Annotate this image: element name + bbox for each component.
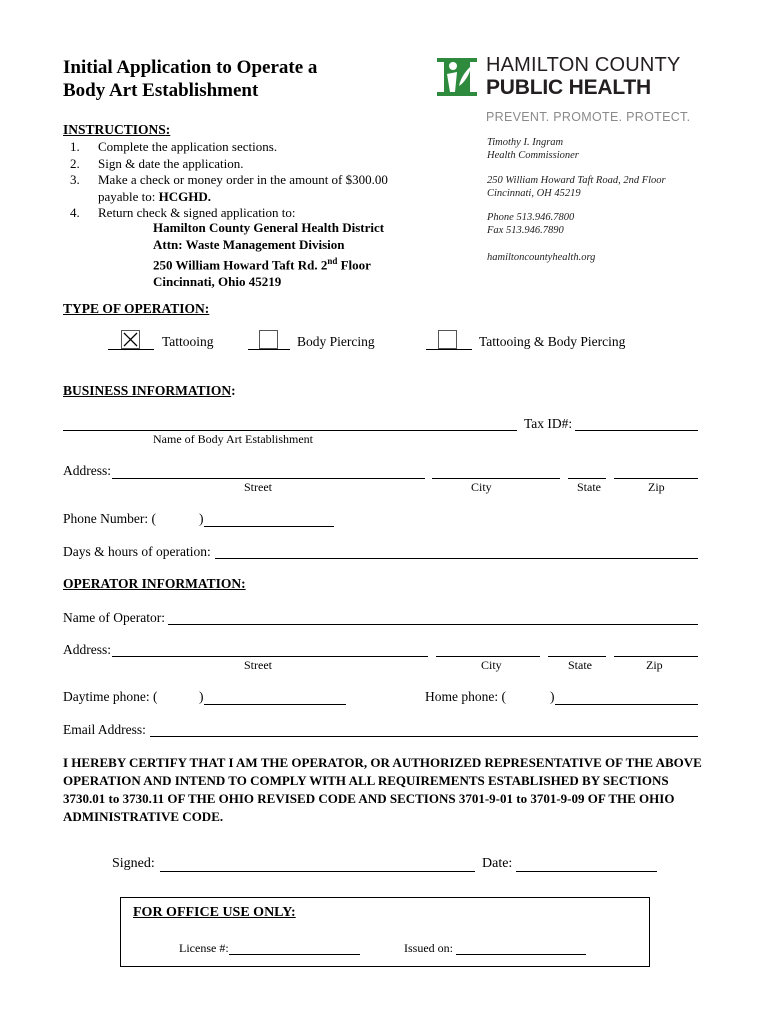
logo-text-line2: PUBLIC HEALTH — [486, 76, 652, 99]
tattooing-label: Tattooing — [162, 334, 214, 349]
tattooing-and-piercing-label: Tattooing & Body Piercing — [479, 334, 626, 349]
operator-info-heading — [63, 576, 246, 592]
step-text: Complete the application sections. — [98, 139, 278, 154]
hours-label: Days & hours of operation: — [63, 544, 211, 559]
home-phone-label: Home phone: ( — [425, 689, 506, 704]
zip-caption: Zip — [646, 658, 663, 672]
hours-field[interactable] — [215, 558, 698, 559]
step-text: Return check & signed application to: — [98, 205, 296, 220]
step-number: 4. — [70, 205, 80, 220]
zip-caption: Zip — [648, 480, 665, 494]
instructions-heading-text: INSTRUCTIONS — [63, 122, 166, 137]
type-of-operation-heading — [63, 301, 209, 317]
operator-address-label: Address: — [63, 642, 111, 657]
tattooing-checkbox[interactable] — [121, 330, 140, 349]
body-piercing-checkbox[interactable] — [259, 330, 278, 349]
issued-on-field[interactable] — [456, 954, 586, 955]
business-phone-close-paren: ) — [199, 511, 204, 526]
daytime-phone-field[interactable] — [204, 704, 346, 705]
contact-address — [487, 174, 666, 200]
type-of-operation-heading-text: TYPE OF OPERATION: — [63, 301, 210, 316]
contact-phone-fax — [487, 211, 574, 237]
return-address-line: Attn: Waste Management Division — [153, 236, 345, 252]
instruction-step — [70, 156, 388, 173]
issued-on-label: Issued on: — [404, 941, 453, 955]
contact-phone: Phone 513.946.7800 — [487, 212, 575, 223]
contact-name: Timothy I. Ingram — [487, 137, 564, 148]
instructions-heading: INSTRUCTIONS: — [63, 122, 171, 137]
floor-superscript: nd — [327, 256, 338, 266]
form-title-line-1: Initial Application to Operate a — [63, 57, 318, 78]
checkbox-underline — [108, 349, 154, 350]
state-caption: State — [568, 658, 592, 672]
payable-to: HCGHD. — [158, 188, 212, 204]
establishment-name-field[interactable] — [63, 430, 517, 431]
return-address-line — [153, 253, 384, 274]
return-address — [153, 220, 384, 290]
operator-city-field[interactable] — [436, 656, 540, 657]
operator-zip-field[interactable] — [614, 656, 698, 657]
business-zip-field[interactable] — [614, 478, 698, 479]
contact-address-line1: 250 William Howard Taft Road, 2nd Floor — [487, 175, 666, 186]
contact-website[interactable]: hamiltoncountyhealth.org — [487, 252, 596, 263]
step-number: 3. — [70, 172, 80, 187]
floor-suffix: Floor — [337, 257, 371, 273]
certification-statement: I HEREBY CERTIFY THAT I AM THE OPERATOR, OR AUTHORIZED REPRESENTATIVE OF THE ABOVE OPERATION AND INTEND TO COMPLY WITH ALL REQUIREMENTS ESTABLISHED BY SECTIONS 3730.01 to 3730.11 OF THE OHIO REVISED CODE AND SECTIONS 3701-9-01 to 3701-9-09 OF THE OHIO ADMINISTRATIVE CODE. — [63, 755, 702, 824]
body-piercing-label: Body Piercing — [297, 334, 375, 349]
operator-info-heading-text: OPERATOR INFORMATION: — [63, 576, 246, 591]
checkmark-x-icon — [122, 331, 139, 348]
checkbox-underline — [248, 349, 290, 350]
contact-role: Health Commissioner — [487, 150, 579, 161]
instruction-step — [70, 139, 388, 156]
daytime-phone-label: Daytime phone: ( — [63, 689, 158, 704]
operator-street-field[interactable] — [112, 656, 428, 657]
form-title-line-2: Body Art Establishment — [63, 80, 259, 101]
license-field[interactable] — [229, 954, 360, 955]
operator-name-label: Name of Operator: — [63, 610, 165, 625]
logo-text-line1: HAMILTON COUNTY — [486, 54, 681, 76]
logo-tagline: PREVENT. PROMOTE. PROTECT. — [486, 110, 691, 124]
business-phone-label: Phone Number: ( — [63, 511, 156, 526]
establishment-name-caption: Name of Body Art Establishment — [153, 432, 313, 446]
street-caption: Street — [244, 480, 272, 494]
tax-id-label: Tax ID#: — [524, 416, 573, 431]
checkbox-underline — [426, 349, 472, 350]
instruction-step — [70, 172, 388, 189]
hamilton-county-logo-icon — [437, 58, 477, 96]
business-phone-field[interactable] — [204, 526, 334, 527]
contact-address-line2: Cincinnati, OH 45219 — [487, 188, 581, 199]
business-info-heading-text: BUSINESS INFORMATION — [63, 383, 232, 398]
state-caption: State — [577, 480, 601, 494]
return-address-line: Cincinnati, Ohio 45219 — [153, 273, 282, 289]
office-use-heading: FOR OFFICE USE ONLY: — [133, 905, 296, 920]
instructions-list — [70, 139, 388, 222]
date-field[interactable] — [516, 871, 657, 872]
business-city-field[interactable] — [432, 478, 560, 479]
business-street-field[interactable] — [112, 478, 425, 479]
signed-label: Signed: — [112, 856, 155, 871]
step-text: Sign & date the application. — [98, 155, 244, 171]
business-address-label: Address: — [63, 463, 111, 478]
business-info-heading: BUSINESS INFORMATION: — [63, 383, 236, 398]
return-address-line: Hamilton County General Health District — [153, 220, 385, 235]
tax-id-field[interactable] — [575, 430, 698, 431]
license-label: License #: — [179, 941, 229, 955]
form-title — [63, 56, 317, 102]
city-caption: City — [481, 658, 502, 672]
contact-commissioner — [487, 136, 579, 162]
home-phone-field[interactable] — [555, 704, 698, 705]
signature-field[interactable] — [160, 871, 475, 872]
step-number: 1. — [70, 139, 80, 154]
operator-name-field[interactable] — [168, 624, 698, 625]
email-field[interactable] — [150, 736, 698, 737]
daytime-phone-close-paren: ) — [199, 689, 204, 704]
email-label: Email Address: — [63, 722, 146, 737]
tattooing-and-piercing-checkbox[interactable] — [438, 330, 457, 349]
contact-fax: Fax 513.946.7890 — [487, 225, 564, 236]
date-label: Date: — [482, 856, 513, 871]
step-number: 2. — [70, 155, 80, 171]
payable-prefix: payable to: — [98, 188, 159, 204]
step-text: Make a check or money order in the amount of $300.00 — [98, 172, 388, 187]
home-phone-close-paren: ) — [550, 689, 555, 704]
operator-state-field[interactable] — [548, 656, 606, 657]
payable-line — [70, 189, 388, 206]
return-address-street: 250 William Howard Taft Rd. 2 — [153, 257, 328, 273]
city-caption: City — [471, 480, 492, 494]
business-state-field[interactable] — [568, 478, 606, 479]
street-caption: Street — [244, 658, 272, 672]
